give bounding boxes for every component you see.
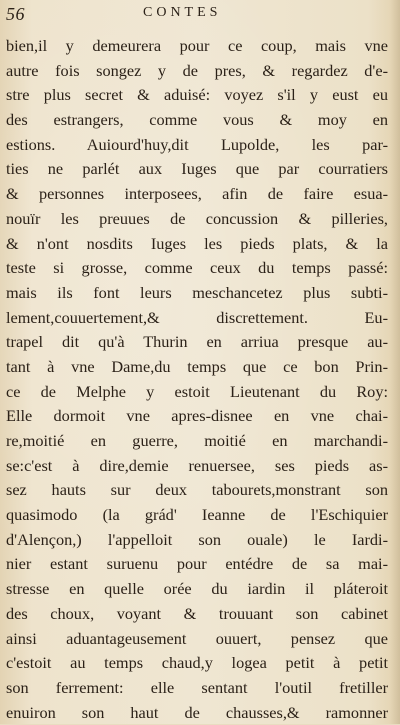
text-line: ties ne parlét aux Iuges que par courratiers	[6, 159, 388, 179]
text-line: Elle dormoit vne apres-disnee en vne chai-	[6, 406, 388, 426]
text-line: son ferrement: elle sentant l'outil fretiller	[6, 677, 388, 697]
text-line: re,moitié en guerre, moitié en marchandi-	[6, 431, 388, 450]
text-line: nier estant suruenu pour entédre de sa mai-	[6, 554, 388, 574]
text-line: des choux, voyant & trouuant son cabinet	[6, 603, 388, 623]
text-line: c'estoit au temps chaud,y logea petit à petit	[6, 653, 388, 673]
text-line: ainsi aduantageusement ouuert, pensez que	[6, 628, 388, 648]
text-line: autre fois songez y de pres, & regardez d'e-	[6, 60, 388, 80]
text-line: nouïr les preuues de concussion & pilleries,	[6, 208, 388, 228]
page-edge-shadow	[390, 0, 400, 724]
text-line: stresse en quelle orée du iardin il pláteroit	[6, 579, 388, 599]
text-line: bien,il y demeurera pour ce coup, mais vne	[6, 36, 388, 55]
text-line: teste si grosse, comme ceux du temps passé:	[6, 258, 388, 278]
text-line: estions. Auiourd'huy,dit Lupolde, les par-	[6, 134, 388, 154]
text-line: tant à vne Dame,du temps que ce bon Prin-	[6, 356, 388, 376]
text-line: se:c'est à dire,demie renuersee, ses pieds as-	[6, 455, 388, 475]
body-text	[6, 34, 388, 725]
text-line: enuiron son haut de chausses,& ramonner	[6, 702, 388, 722]
text-line: lement,couuertement,& discrettement. Eu-	[6, 307, 388, 327]
page-number: 56	[6, 4, 25, 24]
text-line: des estrangers, comme vous & moy en	[6, 110, 388, 130]
text-line: trapel dit qu'à Thurin en arriua presque au-	[6, 332, 388, 352]
text-line: d'Alençon,) l'appelloit son ouale) le Iardi-	[6, 529, 388, 549]
text-line: sez hauts sur deux tabourets,monstrant son	[6, 480, 388, 500]
running-head	[0, 0, 400, 30]
text-line: quasimodo (la grád' Ieanne de l'Eschiquier	[6, 505, 388, 525]
text-line: & n'ont nosdits Iuges les pieds plats, & la	[6, 233, 388, 253]
text-line: mais ils font leurs meschancetez plus subti-	[6, 282, 388, 302]
text-line: ce de Melphe y estoit Lieutenant du Roy:	[6, 381, 388, 401]
text-line: stre plus secret & aduisé: voyez s'il y eust eu	[6, 85, 388, 105]
running-title: CONTES	[143, 5, 222, 20]
text-line: & personnes interposees, afin de faire esua-	[6, 184, 388, 204]
